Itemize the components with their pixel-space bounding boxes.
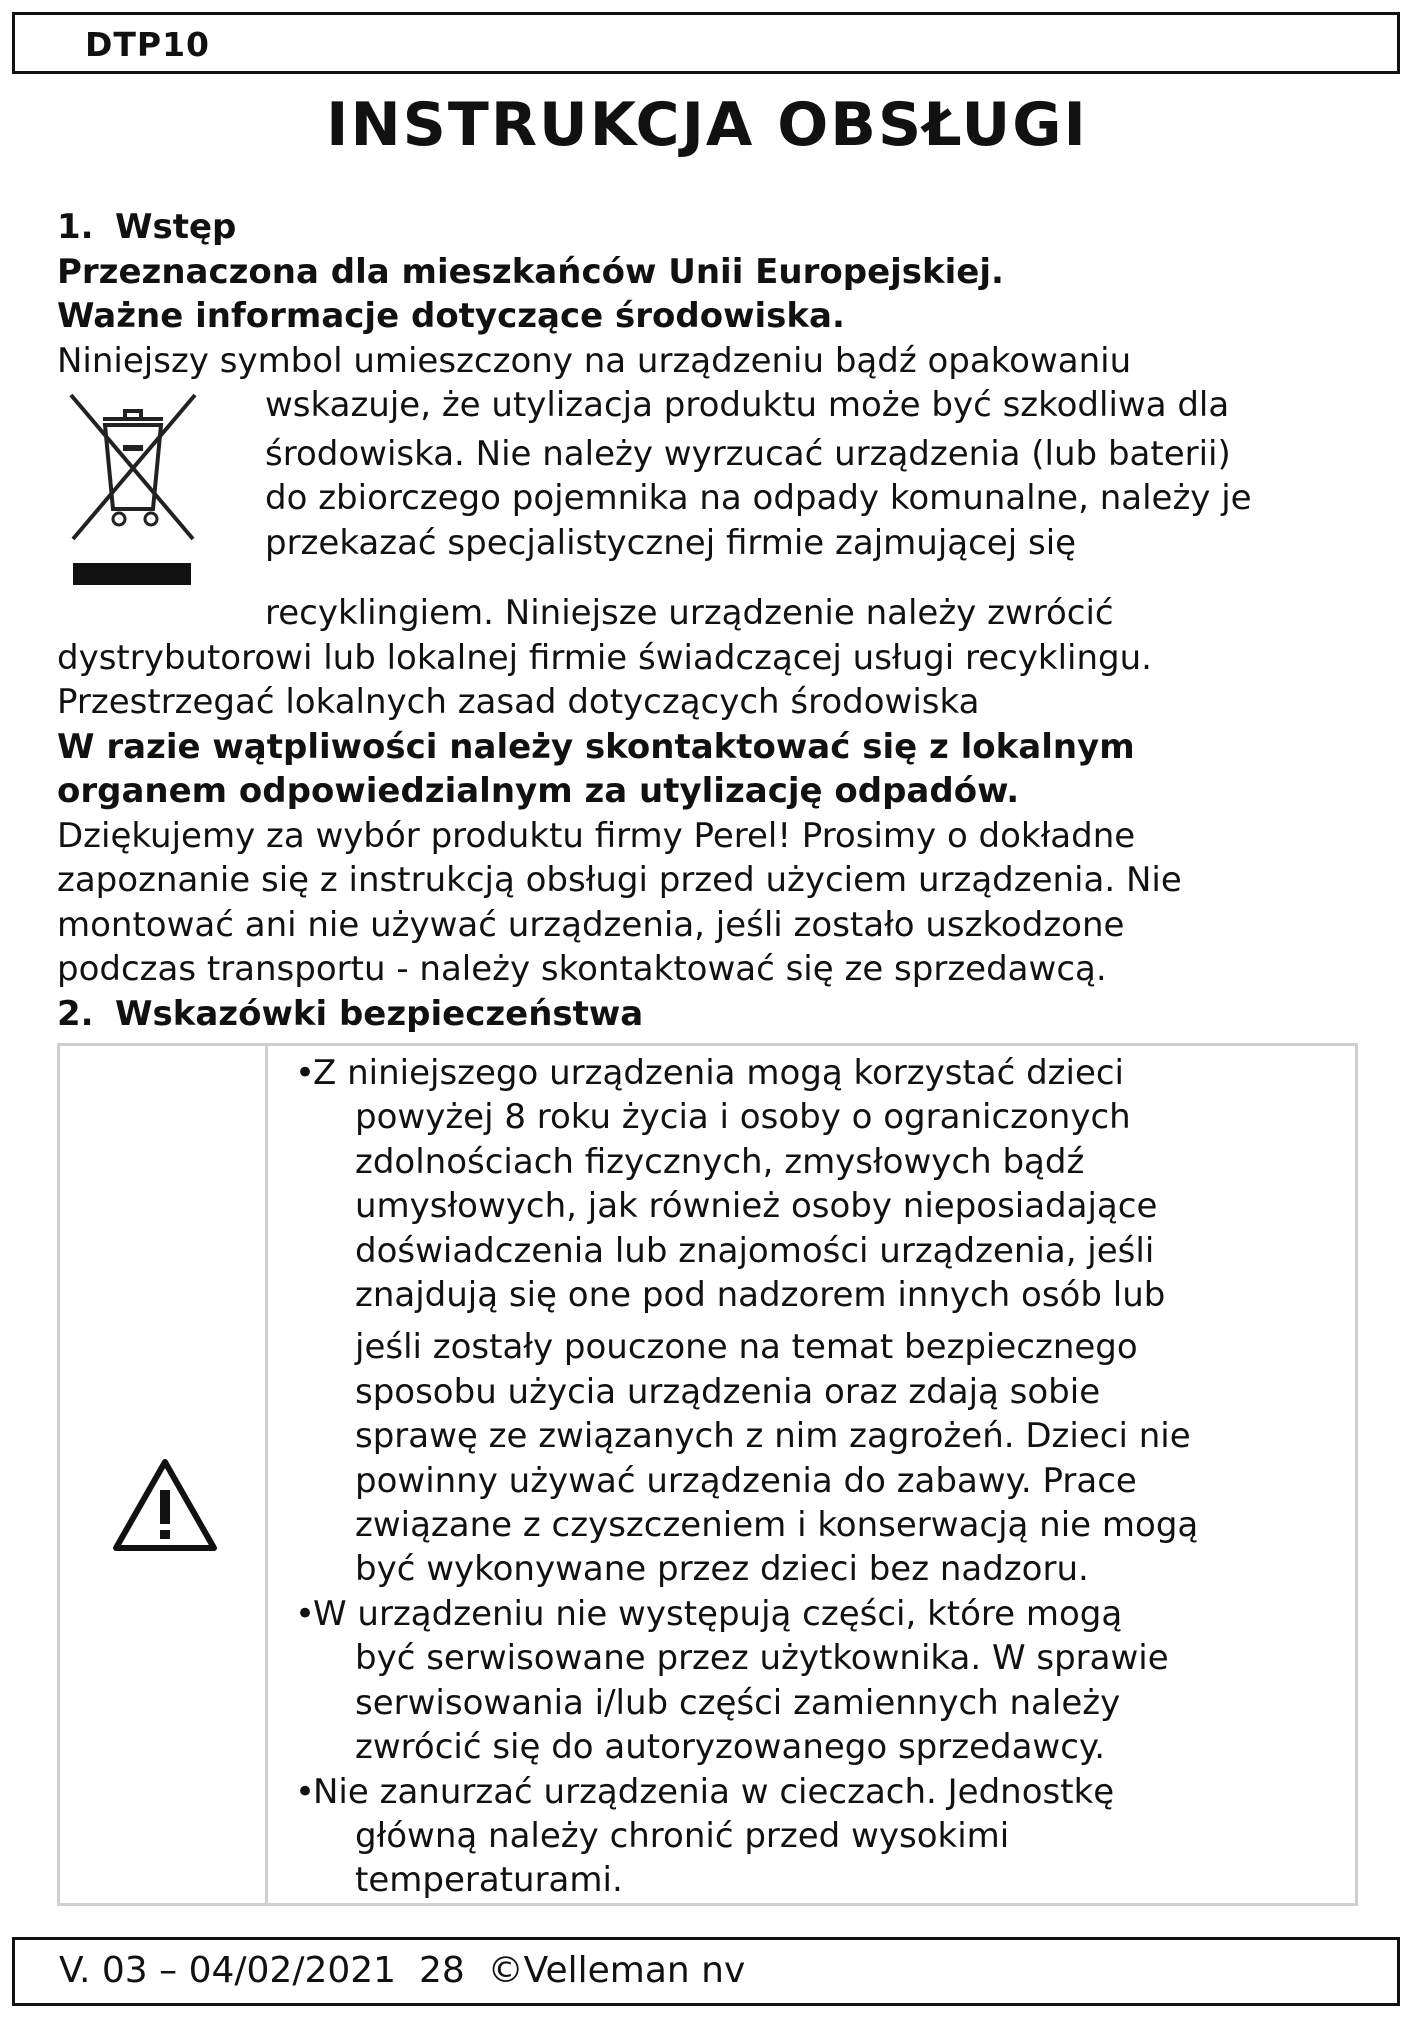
safety-bullet bbox=[295, 1051, 1345, 1592]
bullet-line: jeśli zostały pouczone na temat bezpiecznego bbox=[355, 1327, 1138, 1368]
bullet-line: powyżej 8 roku życia i osoby o ograniczonych bbox=[355, 1097, 1131, 1138]
bullet-line: Nie zanurzać urządzenia w cieczach. Jednostkę bbox=[313, 1771, 1115, 1812]
weee-block bbox=[57, 383, 1357, 591]
weee-text-line: recyklingiem. Niniejsze urządzenie należy zwrócić bbox=[265, 593, 1114, 633]
bullet-line: być serwisowane przez użytkownika. W sprawie bbox=[355, 1638, 1169, 1679]
eu-residents-line: Przeznaczona dla mieszkańców Unii Europejskiej. bbox=[57, 251, 1004, 292]
section-2-number: 2. bbox=[57, 993, 94, 1034]
footer-copyright: ©Velleman nv bbox=[487, 1950, 746, 1991]
bullet-line: sposobu użycia urządzenia oraz zdają sobie bbox=[355, 1371, 1101, 1412]
bullet-line: temperaturami. bbox=[355, 1860, 623, 1901]
weee-text-line: Niniejszy symbol umieszczony na urządzeniu bądź opakowaniu bbox=[57, 340, 1132, 381]
footer-box bbox=[12, 1937, 1400, 2006]
bullet-line: być wykonywane przez dzieci bez nadzoru. bbox=[355, 1549, 1089, 1590]
bullet-line: doświadczenia lub znajomości urządzenia, jeśli bbox=[355, 1230, 1155, 1271]
weee-text-line: dystrybutorowi lub lokalnej firmie świadczącej usługi recyklingu. bbox=[57, 637, 1152, 678]
document-title: INSTRUKCJA OBSŁUGI bbox=[326, 90, 1088, 160]
bullet-line: zwrócić się do autoryzowanego sprzedawcy. bbox=[355, 1727, 1106, 1768]
weee-text-line: Przestrzegać lokalnych zasad dotyczących środowiska bbox=[57, 682, 980, 722]
thanks-line: Dziękujemy za wybór produktu firmy Perel! Prosimy o dokładne bbox=[57, 815, 1136, 856]
safety-bullets bbox=[295, 1051, 1345, 1903]
safety-bullet bbox=[295, 1592, 1345, 1770]
bullet-line: umysłowych, jak również osoby nieposiadające bbox=[355, 1186, 1158, 1227]
bullet-line: znajdują się one pod nadzorem innych osób lub bbox=[355, 1275, 1166, 1316]
bullet-line: W urządzeniu nie występują części, które mogą bbox=[313, 1593, 1123, 1634]
weee-text-line: środowiska. Nie należy wyrzucać urządzenia (lub baterii) bbox=[265, 433, 1231, 474]
footer-version: V. 03 – 04/02/2021 bbox=[59, 1950, 397, 1991]
section-2-title: Wskazówki bezpieczeństwa bbox=[115, 993, 644, 1034]
thanks-line: montować ani nie używać urządzenia, jeśli zostało uszkodzone bbox=[57, 904, 1125, 945]
crossed-bin-icon bbox=[63, 389, 203, 589]
section-1-heading bbox=[57, 205, 1357, 250]
footer-page-number: 28 bbox=[418, 1950, 465, 1991]
doubt-line: W razie wątpliwości należy skontaktować się z lokalnym bbox=[57, 726, 1135, 767]
table-divider bbox=[265, 1046, 268, 1903]
bullet-line: sprawę ze związanych z nim zagrożeń. Dzieci nie bbox=[355, 1416, 1191, 1457]
environment-info-line: Ważne informacje dotyczące środowiska. bbox=[57, 296, 845, 336]
section-1-number: 1. bbox=[57, 207, 94, 247]
bullet-line: zdolnościach fizycznych, zmysłowych bądź bbox=[355, 1141, 1085, 1182]
bullet-line: powinny używać urządzenia do zabawy. Prace bbox=[355, 1460, 1137, 1501]
weee-text-line: do zbiorczego pojemnika na odpady komunalne, należy je bbox=[265, 478, 1252, 518]
section-2-heading bbox=[57, 992, 1357, 1037]
warning-triangle-icon bbox=[110, 1456, 220, 1556]
thanks-line: podczas transportu - należy skontaktować się ze sprzedawcą. bbox=[57, 949, 1107, 989]
thanks-line: zapoznanie się z instrukcją obsługi przed użyciem urządzenia. Nie bbox=[57, 860, 1182, 900]
bullet-line: serwisowania i/lub części zamiennych należy bbox=[355, 1682, 1121, 1723]
doubt-line: organem odpowiedzialnym za utylizację odpadów. bbox=[57, 771, 1020, 811]
safety-table bbox=[57, 1043, 1358, 1906]
weee-text-line: przekazać specjalistycznej firmie zajmującej się bbox=[265, 522, 1077, 563]
bullet-line: Z niniejszego urządzenia mogą korzystać dzieci bbox=[313, 1053, 1125, 1093]
header-box bbox=[12, 12, 1400, 74]
section-1-title: Wstęp bbox=[115, 207, 237, 247]
bullet-line: główną należy chronić przed wysokimi bbox=[355, 1815, 1010, 1856]
safety-bullet bbox=[295, 1770, 1345, 1903]
model-code: DTP10 bbox=[85, 25, 211, 64]
footer-text bbox=[59, 1950, 745, 1991]
bullet-line: związane z czyszczeniem i konserwacją nie mogą bbox=[355, 1505, 1199, 1546]
weee-text-line: wskazuje, że utylizacja produktu może być szkodliwa dla bbox=[265, 385, 1230, 425]
main-content bbox=[57, 205, 1357, 1036]
